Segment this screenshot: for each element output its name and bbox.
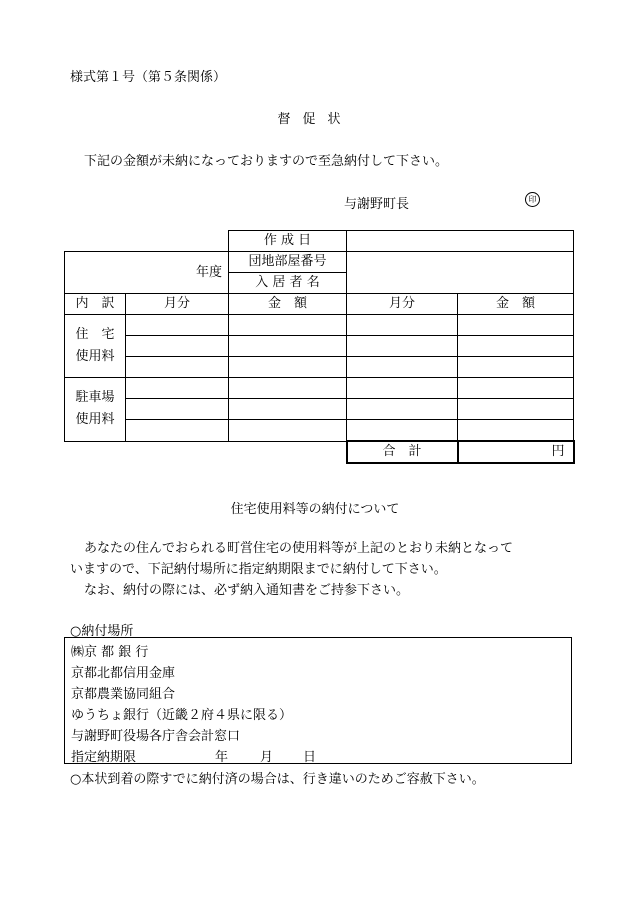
table-cell bbox=[229, 420, 347, 442]
paragraph-1: あなたの住んでおられる町営住宅の使用料等が上記のとおり未納となって bbox=[84, 541, 514, 556]
table-cell bbox=[347, 357, 458, 378]
payment-place-item: 京都北都信用金庫 bbox=[71, 666, 176, 681]
created-date-label: 作 成 日 bbox=[229, 231, 347, 252]
parking-fee-line2: 使用料 bbox=[75, 412, 115, 428]
closing-note: ○本状到着の際すでに納付済の場合は、行き違いのためご容赦下さい。 bbox=[70, 772, 485, 787]
deadline-month: 月 bbox=[260, 750, 274, 765]
table-cell bbox=[458, 420, 574, 442]
table-cell bbox=[229, 315, 347, 336]
room-number-label: 団地部屋番号 bbox=[229, 252, 347, 273]
table-cell bbox=[229, 336, 347, 357]
table-cell bbox=[458, 336, 574, 357]
table-cell bbox=[126, 315, 229, 336]
payment-place-item: ゆうちょ銀行（近畿２府４県に限る） bbox=[71, 708, 293, 723]
table-cell bbox=[458, 315, 574, 336]
table-cell bbox=[458, 399, 574, 420]
mayor-name: 与謝野町長 bbox=[344, 197, 410, 212]
parking-fee-line1: 駐車場 bbox=[75, 390, 115, 406]
parking-fee-label bbox=[65, 378, 126, 442]
table-cell bbox=[229, 399, 347, 420]
total-label: 合 計 bbox=[347, 441, 458, 463]
payment-place-label: ○納付場所 bbox=[70, 624, 134, 639]
payment-place-item: ㈱京 都 銀 行 bbox=[71, 645, 149, 660]
created-date-cell bbox=[347, 231, 574, 252]
table-cell bbox=[126, 399, 229, 420]
seal-icon: 印 bbox=[525, 192, 540, 207]
form-number: 様式第１号（第５条関係） bbox=[70, 70, 227, 85]
payment-place-box bbox=[64, 637, 572, 764]
table-cell bbox=[458, 378, 574, 399]
table-cell bbox=[229, 378, 347, 399]
breakdown-header: 内 訳 bbox=[65, 294, 126, 315]
table-cell bbox=[126, 357, 229, 378]
amount-header-1: 金 額 bbox=[229, 294, 347, 315]
housing-fee-line1: 住 宅 bbox=[75, 327, 115, 342]
table-cell bbox=[126, 378, 229, 399]
table-cell bbox=[347, 378, 458, 399]
table-cell bbox=[458, 357, 574, 378]
table-cell bbox=[347, 399, 458, 420]
room-resident-cell bbox=[347, 252, 574, 294]
total-amount: 円 bbox=[458, 441, 574, 463]
payment-place-item: 与謝野町役場各庁舎会計窓口 bbox=[71, 729, 241, 744]
month-header-2: 月分 bbox=[347, 294, 458, 315]
arrears-table bbox=[64, 230, 575, 464]
document-title: 督促状 bbox=[277, 112, 353, 127]
table-cell bbox=[126, 420, 229, 442]
table-cell bbox=[347, 336, 458, 357]
housing-fee-line2: 使用料 bbox=[75, 349, 115, 364]
paragraph-2: いますので、下記納付場所に指定納期限までに納付して下さい。 bbox=[70, 562, 447, 577]
table-cell bbox=[347, 420, 458, 442]
amount-header-2: 金 額 bbox=[458, 294, 574, 315]
table-cell bbox=[229, 357, 347, 378]
month-header-1: 月分 bbox=[126, 294, 229, 315]
housing-fee-label bbox=[65, 315, 126, 378]
deadline-label: 指定納期限 bbox=[71, 750, 137, 765]
table-cell bbox=[347, 315, 458, 336]
deadline-year: 年 bbox=[215, 750, 229, 765]
payment-place-item: 京都農業協同組合 bbox=[71, 687, 176, 702]
resident-name-label: 入 居 者 名 bbox=[229, 273, 347, 294]
intro-text: 下記の金額が未納になっておりますので至急納付して下さい。 bbox=[84, 154, 449, 169]
table-cell bbox=[126, 336, 229, 357]
section-subtitle: 住宅使用料等の納付について bbox=[230, 502, 400, 517]
deadline-day: 日 bbox=[303, 750, 317, 765]
paragraph-3: なお、納付の際には、必ず納入通知書をご持参下さい。 bbox=[84, 583, 410, 598]
fiscal-year-label: 年度 bbox=[65, 252, 229, 294]
